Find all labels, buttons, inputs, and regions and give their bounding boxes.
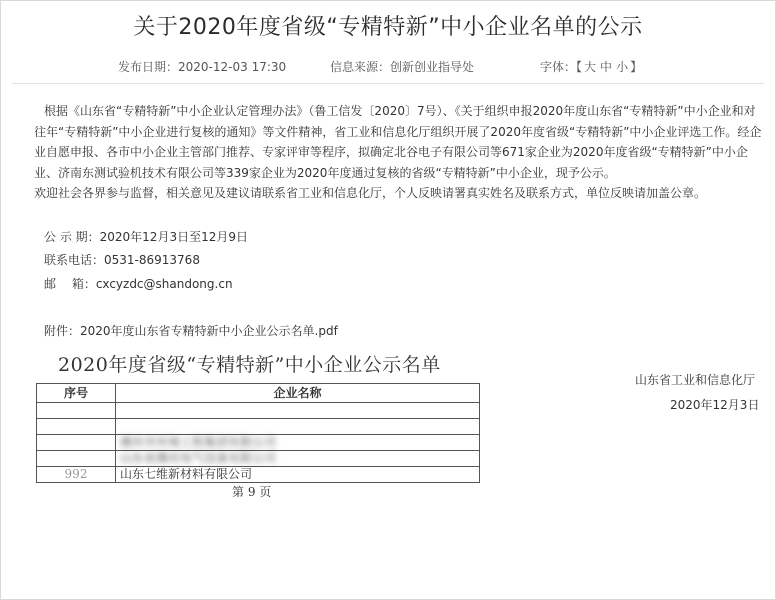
title-divider <box>12 83 764 84</box>
table-row <box>37 435 480 451</box>
publish-label: 发布日期： <box>118 60 179 74</box>
article-body <box>34 101 762 204</box>
row-company: 山东七维新材料有限公司 <box>116 467 480 483</box>
font-large-button[interactable]: 大 <box>584 60 597 74</box>
row-company <box>116 403 480 419</box>
contact-email-row <box>44 275 233 292</box>
row-index <box>37 419 116 435</box>
row-company: 山东省潍坊电气设备有限公司 <box>116 451 480 467</box>
column-header-index: 序号 <box>37 384 116 403</box>
publish-info <box>118 58 286 75</box>
table-header-row <box>37 384 480 403</box>
table-row <box>37 419 480 435</box>
row-company: 潍坊市环境工程集团有限公司 <box>116 435 480 451</box>
row-index <box>37 403 116 419</box>
paragraph-1: 根据《山东省“专精特新”中小企业认定管理办法》（鲁工信发〔2020〕7号）、《关于组织申报2020年度山东省“专精特新”中小企业和对往年“专精特新”中小企业进行复核的通知》等文件精神，省工业和信息化厅组织开展了2020年度省级“专精特新”中小企业评选工作。经企业自愿申报、各市中小企业主管部门推荐、专家评审等程序，拟确定北谷电子有限公司等671家企业为2020年度省级“专精特新”中小企业、济南东测试验机技术有限公司等339家企业为2020年度通过复核的省级“专精特新”中小企业，现予公示。 <box>34 104 762 180</box>
paragraph-2: 欢迎社会各界参与监督，相关意见及建议请联系省工业和信息化厅，个人反映请署真实姓名及联系方式，单位反映请加盖公章。 <box>34 186 707 201</box>
signature-date: 2020年12月3日 <box>670 398 760 412</box>
row-index: 992 <box>37 467 116 483</box>
font-size-switcher <box>540 58 642 75</box>
table-row <box>37 467 480 483</box>
table-row <box>37 403 480 419</box>
column-header-company: 企业名称 <box>116 384 480 403</box>
signature-org: 山东省工业和信息化厅 <box>635 373 756 387</box>
attachment-link[interactable]: 2020年度山东省专精特新中小企业公示名单.pdf <box>80 324 338 338</box>
notice-period: 公 示 期：2020年12月3日至12月9日 <box>44 230 248 244</box>
font-small-button[interactable]: 小 <box>616 60 629 74</box>
document-title: 2020年度省级“专精特新”中小企业公示名单 <box>58 354 441 376</box>
font-size-label: 字体： <box>540 60 577 74</box>
source-info <box>330 58 474 75</box>
source-label: 信息来源： <box>330 60 391 74</box>
row-index <box>37 451 116 467</box>
attachment-label: 附件： <box>44 324 81 338</box>
page-title: 关于2020年度省级“专精特新”中小企业名单的公示 <box>133 15 643 40</box>
publish-date: 2020-12-03 17:30 <box>178 60 287 74</box>
font-size-bracket-close: 】 <box>630 60 643 74</box>
page-number: 第 9 页 <box>232 485 272 499</box>
table-row <box>37 451 480 467</box>
font-size-bracket-open: 【 <box>576 60 583 74</box>
email-link[interactable]: cxcyzdc@shandong.cn <box>95 277 233 291</box>
email-label: 邮 箱： <box>44 277 96 291</box>
row-company <box>116 419 480 435</box>
font-medium-button[interactable]: 中 <box>600 60 613 74</box>
company-list-table <box>36 383 480 483</box>
attachment <box>44 322 338 339</box>
row-index <box>37 435 116 451</box>
source-link[interactable]: 创新创业指导处 <box>390 60 475 74</box>
contact-phone: 联系电话：0531-86913768 <box>44 253 200 267</box>
